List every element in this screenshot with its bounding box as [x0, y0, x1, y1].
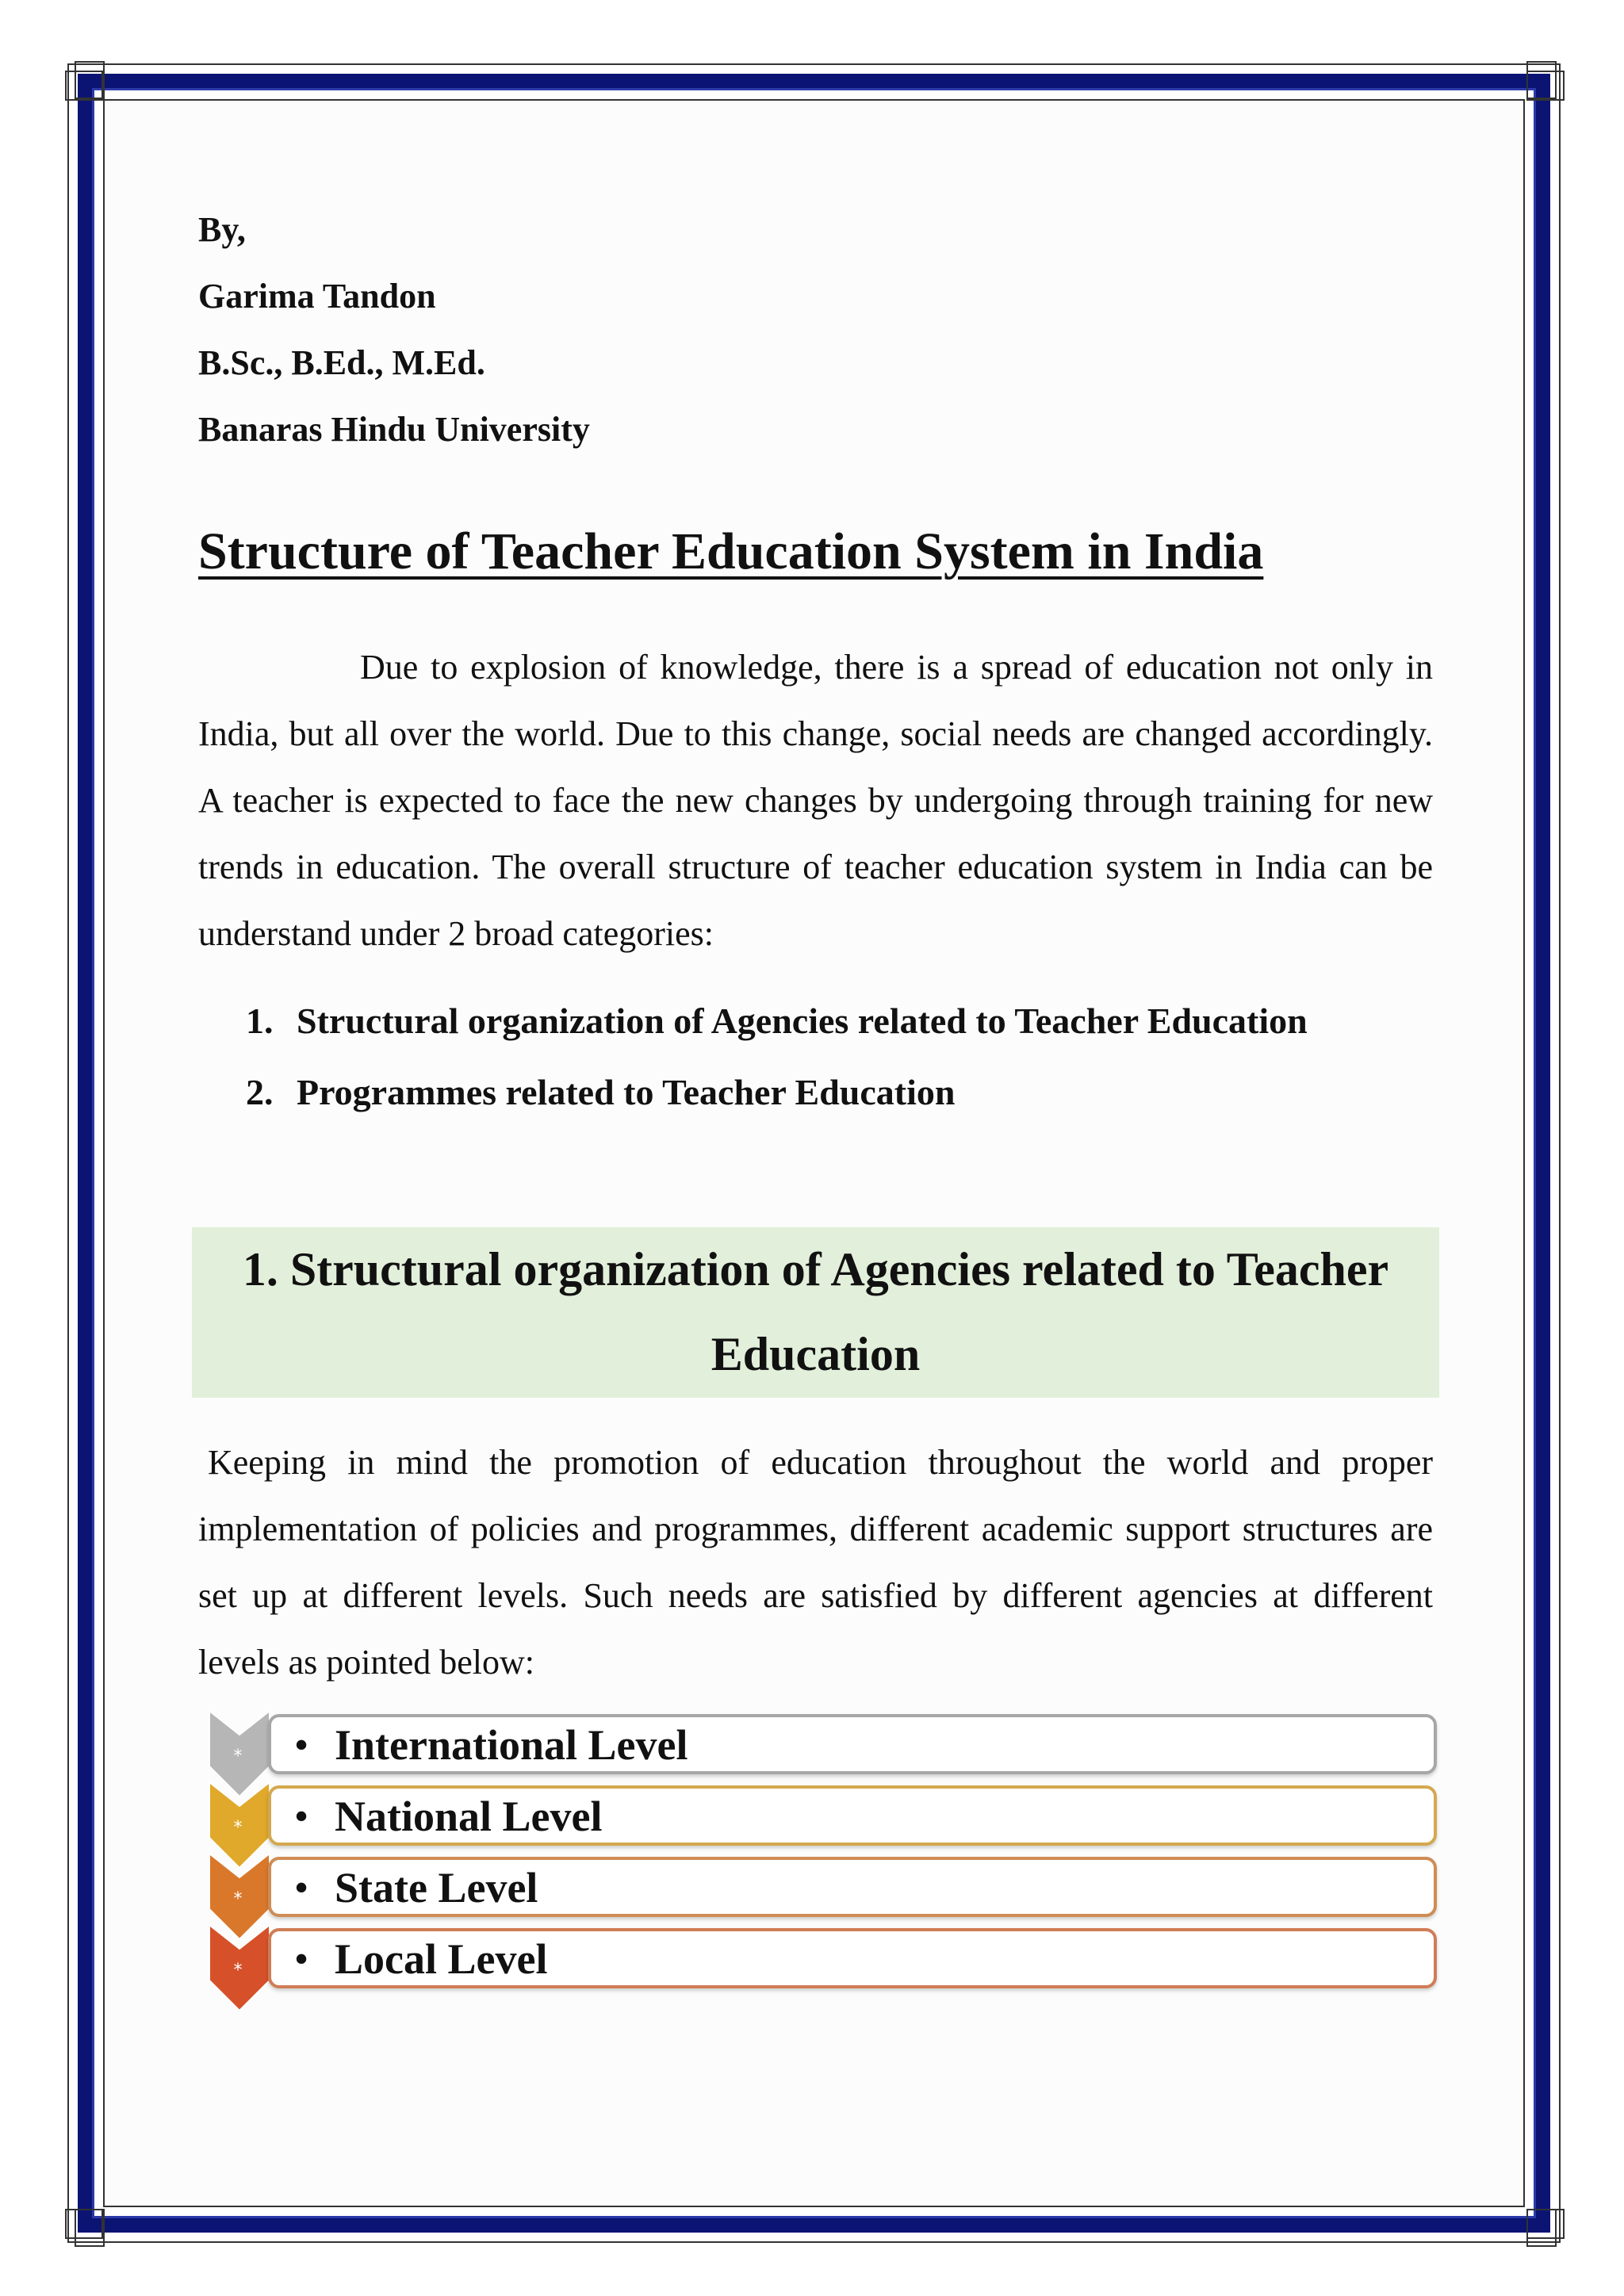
level-item-national — [208, 1782, 1438, 1854]
section-paragraph — [198, 1429, 1433, 1696]
star-icon: * — [233, 1818, 243, 1838]
corner-ornament-bottom-left — [65, 2199, 111, 2245]
category-number: 2. — [246, 1072, 274, 1112]
corner-ornament-top-right — [1517, 61, 1563, 107]
star-icon: * — [233, 1889, 243, 1909]
level-bar — [268, 1857, 1437, 1917]
corner-ornament-top-left — [65, 61, 111, 107]
level-item-state — [208, 1854, 1438, 1925]
page-title: Structure of Teacher Education System in India — [198, 522, 1264, 580]
author-degrees: B.Sc., B.Ed., M.Ed. — [198, 343, 485, 382]
star-icon: * — [233, 1747, 243, 1766]
section-text: Keeping in mind the promotion of education throughout the world and proper implementation of policies and programmes, different academic support structures are set up at different levels. Such needs are satisfied by different agencies at different levels as pointed below: — [198, 1443, 1433, 1682]
corner-ornament-bottom-right — [1517, 2199, 1563, 2245]
level-label: State Level — [335, 1864, 538, 1911]
category-list — [246, 991, 1308, 1134]
category-number: 1. — [246, 1001, 274, 1041]
level-bar — [268, 1785, 1437, 1846]
level-bar — [268, 1928, 1437, 1988]
category-item — [246, 991, 1308, 1062]
author-block — [198, 197, 590, 463]
category-label: Programmes related to Teacher Education — [297, 1072, 956, 1112]
category-label: Structural organization of Agencies related to Teacher Education — [297, 1001, 1308, 1041]
bullet-icon: • — [295, 1867, 308, 1908]
bullet-icon: • — [295, 1938, 308, 1979]
section-heading — [192, 1227, 1439, 1398]
level-bar — [268, 1714, 1437, 1774]
section-heading-line2: Education — [710, 1328, 921, 1380]
section-heading-line1: 1. Structural organization of Agencies related to Teacher — [242, 1243, 1389, 1295]
intro-text: Due to explosion of knowledge, there is a spread of education not only in India, but all over the world. Due to this change, social needs are changed accordingly. A teacher is expected to face the new changes by undergoing through training for new trends in education. The overall structure of teacher education system in India can be understand under 2 broad categories: — [198, 648, 1433, 953]
level-item-international — [208, 1711, 1438, 1782]
intro-paragraph — [198, 634, 1433, 967]
level-label: International Level — [335, 1721, 688, 1769]
level-label: Local Level — [335, 1935, 548, 1983]
category-item — [246, 1062, 1308, 1134]
level-item-local — [208, 1925, 1438, 1996]
author-by: By, — [198, 210, 246, 249]
author-name: Garima Tandon — [198, 277, 436, 316]
bullet-icon: • — [295, 1796, 308, 1836]
star-icon: * — [233, 1961, 243, 1980]
author-university: Banaras Hindu University — [198, 410, 590, 449]
level-label: National Level — [335, 1793, 603, 1840]
bullet-icon: • — [295, 1724, 308, 1765]
